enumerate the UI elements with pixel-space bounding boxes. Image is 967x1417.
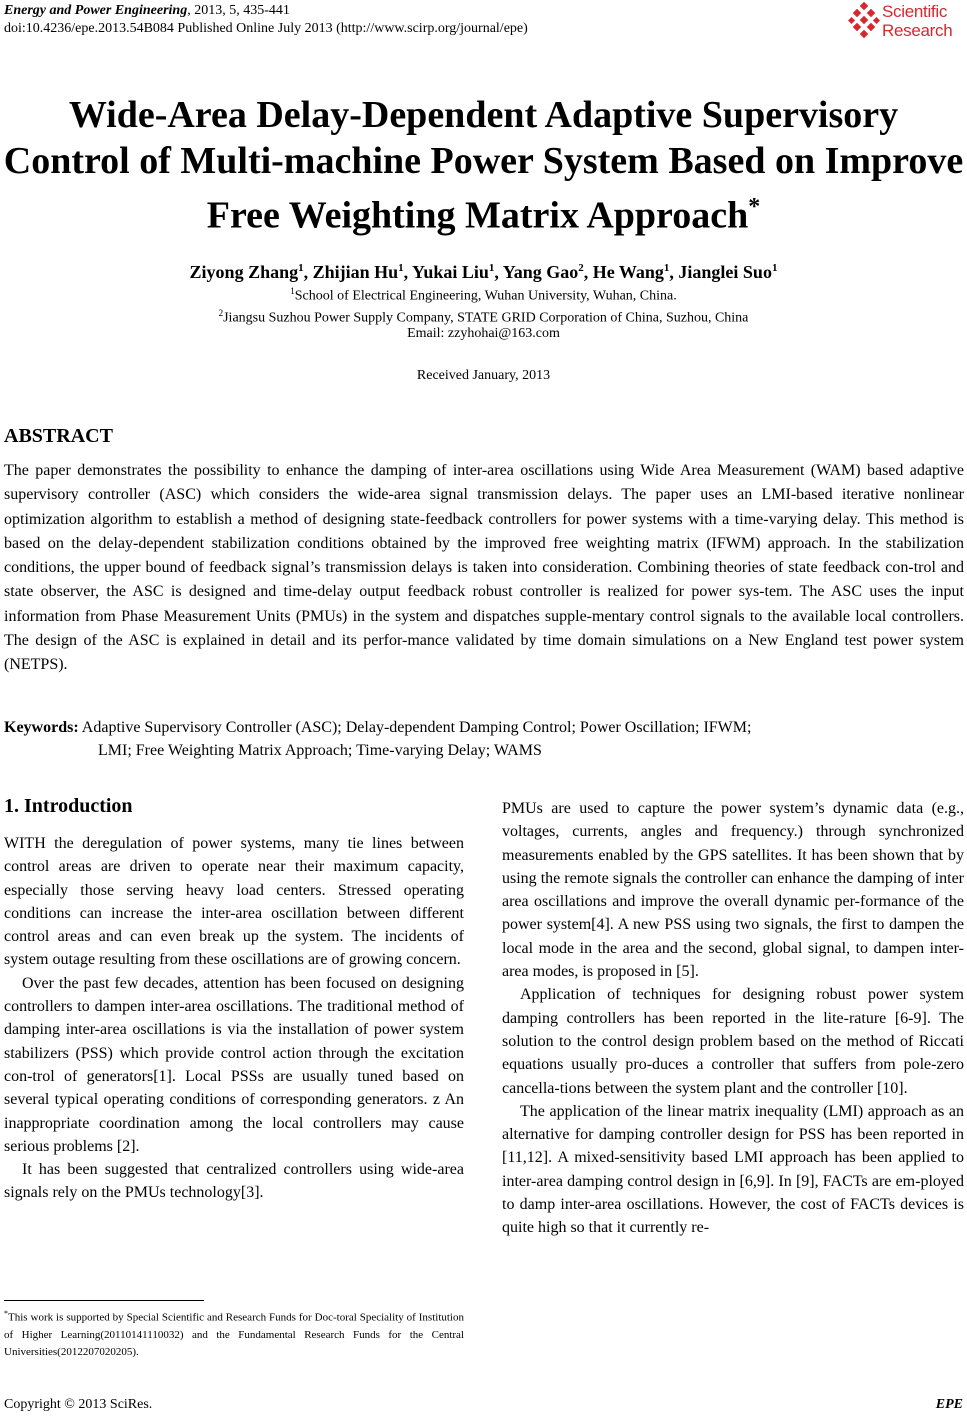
section-heading: 1. Introduction xyxy=(4,795,133,817)
right-column xyxy=(502,797,964,1240)
footnote-divider xyxy=(4,1300,204,1301)
author-affiliation: 2 xyxy=(578,262,584,274)
author: Yukai Liu xyxy=(411,262,489,282)
author: Yang Gao xyxy=(502,262,579,282)
affiliation-text: School of Electrical Engineering, Wuhan University, Wuhan, China. xyxy=(294,288,677,304)
paragraph: WITH the deregulation of power systems, many tie lines between control areas are driven to operate near their maximum capacity, especially those serving heavy load centers. Stressed operating conditions can increase the inter-area oscillation between different control areas and can even break up the system. The incidents of system outage resulting from these oscillations are of growing concern. xyxy=(4,835,464,969)
left-column xyxy=(4,832,464,1205)
logo-text xyxy=(882,2,952,40)
author-separator: , xyxy=(494,262,503,282)
author: He Wang xyxy=(592,262,664,282)
paragraph: Over the past few decades, attention has been focused on designing controllers to dampen inter-area oscillations. The traditional method of damping inter-area oscillations is via the installation of power system stabilizers (PSS) which provide control action through the excitation con-trol of generators[1]. Local PSSs are usually tuned based on several typical operating conditions of corresponding generators. z An inappropriate coordination among the local controllers may cause serious problems [2]. xyxy=(4,974,464,1155)
author-affiliation: 1 xyxy=(298,262,304,274)
logo-line-2: Research xyxy=(882,21,953,40)
author-list xyxy=(0,256,967,284)
affiliation-text: Jiangsu Suzhou Power Supply Company, STATE GRID Corporation of China, Suzhou, China xyxy=(223,310,749,326)
paragraph: Application of techniques for designing robust power system damping controllers has been reported in the lite-rature [6-9]. The solution to the control design problem based on the method of Riccati equations usually pro-duces a controller that suffers from pole-zero cancella-tions between the system plant and the controller [10]. xyxy=(502,986,964,1097)
paragraph: The application of the linear matrix inequality (LMI) approach as an alternative for damping controller design for PSS has been reported in [11,12]. A mixed-sensitivity based LMI approach has been applied to inter-area damping control design in [6,9]. In [9], FACTs are em-ployed to damp inter-area oscillations. However, the cost of FACTs devices is quite high so that it currently re- xyxy=(502,1102,964,1237)
author-separator: , xyxy=(403,262,412,282)
author-separator: , xyxy=(583,262,593,282)
received-date: Received January, 2013 xyxy=(416,368,551,383)
affiliation-1 xyxy=(0,282,967,306)
title-line-3: Free Weighting Matrix Approach xyxy=(206,194,749,237)
author-email: Email: zzyhohai@163.com xyxy=(407,326,560,341)
title-line-2: Control of Multi-machine Power System Based on Improve xyxy=(3,140,964,182)
author: Ziyong Zhang xyxy=(189,262,299,282)
footnote-marker: * xyxy=(4,1309,8,1318)
logo-line-1: Scientific xyxy=(882,2,948,21)
author-separator: , xyxy=(669,262,679,282)
journal-abbreviation: EPE xyxy=(935,1397,963,1412)
paper-title xyxy=(0,92,967,239)
abstract-heading: ABSTRACT xyxy=(4,425,113,447)
title-line-1: Wide-Area Delay-Dependent Adaptive Supervisory xyxy=(68,94,899,136)
doi-line: doi:10.4236/epe.2013.54B084 Published Online July 2013 (http://www.scirp.org/journal/epe) xyxy=(4,21,528,36)
keywords-label: Keywords: xyxy=(4,719,79,736)
author-affiliation: 1 xyxy=(488,262,495,274)
keywords xyxy=(4,716,964,762)
author-separator: , xyxy=(303,262,313,282)
title-footnote-marker: * xyxy=(748,194,761,220)
author: Zhijian Hu xyxy=(312,262,399,282)
affiliation-number: 1 xyxy=(290,286,295,296)
footnote xyxy=(4,1305,464,1361)
paragraph: It has been suggested that centralized controllers using wide-area signals rely on the PMUs technology[3]. xyxy=(4,1161,464,1202)
keywords-line-1: Adaptive Supervisory Controller (ASC); Delay-dependent Damping Control; Power Oscillation; IFWM; xyxy=(81,719,752,736)
abstract-text: The paper demonstrates the possibility to enhance the damping of inter-area oscillations using Wide Area Measurement (WAM) based adaptive supervisory controller (ASC) which considers the wide-area signal transmission delays. The paper uses an LMI-based iterative nonlinear optimization algorithm to establish a method of designing state-feedback controllers for power systems with a time-varying delay. This method is based on the delay-dependent stabilization conditions obtained by the improved free weighting matrix (IFWM) approach. In the stabilization conditions, the upper bound of feedback signal’s transmission delays is taken into consideration. Combining theories of state feedback con-trol and state observer, the ASC is designed and time-delay output feedback robust controller is realized for power sys-tem. The ASC uses the input information from Phase Measurement Units (PMUs) in the system and dispatches supple-mentary control signals to the available local controllers. The design of the ASC is explained in detail and its perfor-mance validated by time domain simulations on a New England test power system (NETPS). xyxy=(4,462,964,674)
paragraph: PMUs are used to capture the power system’s dynamic data (e.g., voltages, currents, angles and frequency.) through synchronized measurements enabled by the GPS satellites. It has been shown that by using the remote signals the controller can enhance the damping of inter area oscillations and improve the overall dynamic per-formance of the power system[4]. A new PSS using two signals, the first to dampen the local mode in the area and the second, global signal, to dampen inter-area modes, is proposed in [5]. xyxy=(502,800,964,981)
journal-issue: , 2013, 5, 435-441 xyxy=(187,3,290,18)
author-affiliation: 1 xyxy=(771,262,778,274)
keywords-line-2: LMI; Free Weighting Matrix Approach; Time-varying Delay; WAMS xyxy=(98,742,542,759)
author: Jianglei Suo xyxy=(678,262,772,282)
affiliation-number: 2 xyxy=(218,308,224,318)
author-affiliation: 1 xyxy=(398,262,404,274)
journal-name: Energy and Power Engineering xyxy=(4,3,188,18)
logo-icon xyxy=(848,2,880,40)
footnote-text: This work is supported by Special Scientific and Research Funds for Doc-toral Speciality of Institution of Higher Learning(20110141110032) and the Fundamental Research Funds for the Central Universities(2012207020205). xyxy=(4,1311,464,1358)
journal-citation xyxy=(4,2,290,20)
author-affiliation: 1 xyxy=(663,262,670,274)
scientific-research-logo xyxy=(848,2,966,42)
copyright: Copyright © 2013 SciRes. xyxy=(4,1397,153,1412)
